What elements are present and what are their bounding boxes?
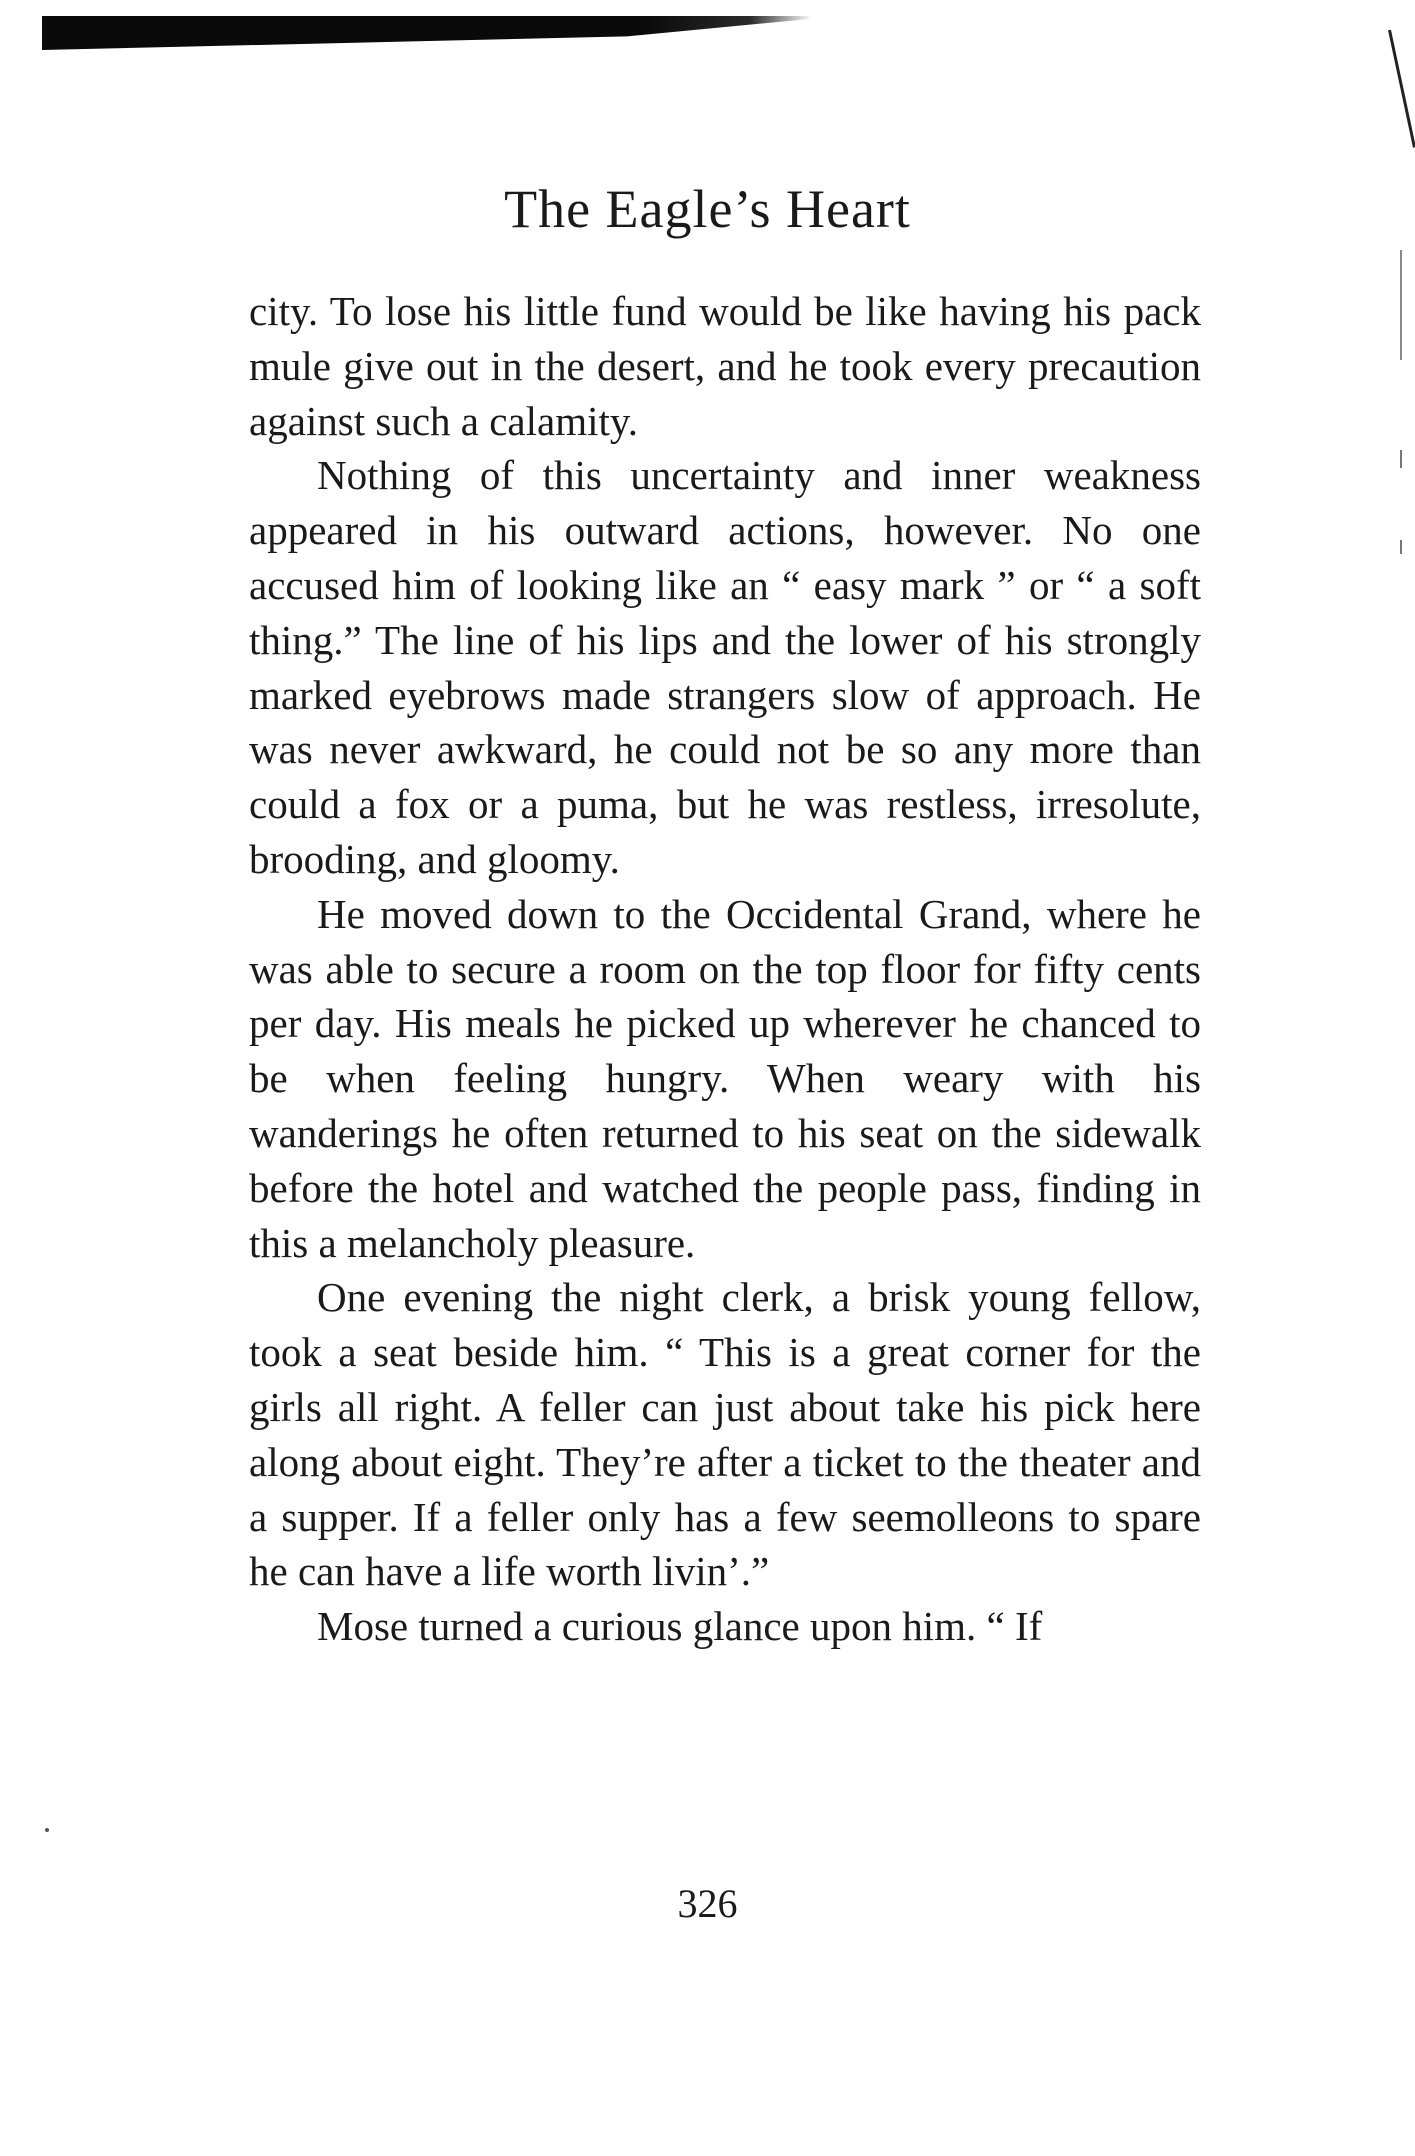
- body-text: [249, 284, 1201, 1654]
- scan-speck: [45, 1828, 49, 1832]
- paragraph: Mose turned a curious glance upon him. “ If: [317, 1603, 1043, 1650]
- paragraph: He moved down to the Occidental Grand, where he was able to secure a room on the top floor for fifty cents per day. His meals he picked up wherever he chanced to be when feeling hungry. When weary with his wanderings he often returned to his seat on the sidewalk before the hotel and watched the people pass, finding in this a melancholy pleasure.: [249, 890, 1201, 1266]
- paragraph: One evening the night clerk, a brisk young fellow, took a seat beside him. “ This is a great corner for the girls all right. A feller can just about take his pick here along about eight. They’re after a ticket to the theater and a supper. If a feller only has a few seemolleons to spare he can have a life worth livin’.”: [249, 1274, 1201, 1595]
- paragraph-continuation: city. To lose his little fund would be like having his pack mule give out in the desert, and he took every precaution against such a calamity.: [249, 288, 1201, 444]
- page-number: 326: [677, 1881, 738, 1926]
- edge-mark-tick: [1400, 540, 1402, 554]
- edge-mark-tick: [1400, 450, 1402, 468]
- page-title: The Eagle’s Heart: [504, 179, 911, 239]
- edge-mark-tick: [1400, 250, 1402, 360]
- paragraph: Nothing of this uncertainty and inner weakness appeared in his outward actions, however. No one accused him of looking like an “ easy mark ” or “ a soft thing.” The line of his lips and the lower of his strongly marked eyebrows made strangers slow of approach. He was never awkward, he could not be so any more than could a fox or a puma, but he was restless, irresolute, brooding, and gloomy.: [249, 452, 1201, 882]
- top-edge-rule: [42, 16, 812, 50]
- edge-mark-bracket: [1388, 30, 1415, 148]
